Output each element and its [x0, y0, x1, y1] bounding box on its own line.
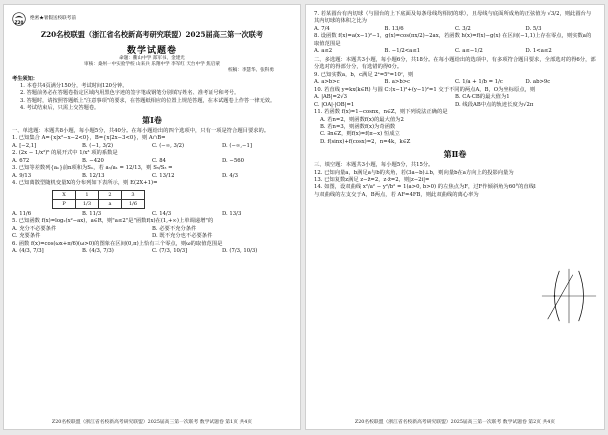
- option: A. a>b>c: [314, 79, 340, 86]
- notice-item: 2. 答题前务必在答题卷指定区域内用黑色字迹的签字笔或钢笔分别填写姓名、准考证号和考号。: [20, 90, 240, 97]
- option: B. −1/2<a≤1: [384, 48, 421, 55]
- option: C. (−∞, 3/2): [152, 142, 185, 149]
- question-stem: 8. 设函数 f(x)=a(x−1)²−1，g(x)=cos(πx/2)−2ax，若函数 h(x)=f(x)−g(x) 在区间(−1,1)上存在零点，则实数a的取值范围是: [314, 33, 592, 47]
- option: C. 1/a + 1/b = 1/c: [455, 79, 503, 86]
- option: D. (7/3, 10/3): [222, 248, 258, 255]
- author-line: 校稿：李慧华、张科勇: [228, 68, 274, 73]
- option: D. ab>9c: [525, 79, 551, 86]
- option: B. (−1, 3/2): [82, 142, 114, 149]
- table-cell: 3: [122, 190, 145, 199]
- question-7: [314, 11, 596, 33]
- option: A. 充分不必要条件: [12, 225, 57, 232]
- option: B. 若n=3，则函数f(x)为奇函数: [320, 124, 396, 131]
- option: A. 若n=2，则函数f(x)的最大值为2: [320, 116, 404, 123]
- option: B. −420: [82, 157, 104, 164]
- question-options: [314, 79, 596, 87]
- option: C. ∃n∈Z，则f(x)=f(π−x) 恒成立: [320, 131, 400, 138]
- option: A. a≤2: [314, 48, 333, 55]
- question-stem: 10. 若直线 y=kx(k∈R) 与圆 C:(x−1)²+(y−1)²=1 交于不同的两点A，B，O为坐标原点，则: [314, 86, 536, 93]
- table-cell: a: [99, 199, 122, 208]
- distribution-table: [52, 190, 145, 209]
- option: C. (7/3, 10/3]: [152, 248, 188, 255]
- question-options: [12, 233, 292, 241]
- question-2: [12, 150, 292, 165]
- question-9: [314, 72, 596, 87]
- hyperbola-figure: [540, 267, 598, 325]
- option: D. 4/3: [222, 172, 238, 179]
- option: C. 84: [152, 157, 166, 164]
- option: B. CA·CB的最大值为1: [455, 94, 510, 101]
- option: C. a≤−1/2: [455, 48, 483, 55]
- option: D. −560: [222, 157, 244, 164]
- option: B. 12/13: [82, 172, 105, 179]
- part-instructions: 一、单选题：本题共8小题，每小题5分，共40分。在每小题给出的四个选项中，只有一项是符合题目要求的。: [12, 128, 270, 135]
- option: A. (4/3, 7/3]: [12, 248, 44, 255]
- question-1: [12, 135, 292, 150]
- notice-title: 考生须知：: [12, 76, 38, 82]
- table-cell: X: [53, 190, 76, 199]
- question-stem: 2. (2x − 1/x²)⁶ 的展开式中 1/x³ 项的系数是: [12, 150, 118, 157]
- fill-questions: [314, 170, 536, 200]
- fill-question: 12. 已知向量a，b满足a与b的夹角，若(3a−b)⊥b，则向量b在a方向上的投影向量为: [314, 169, 514, 176]
- question-stem: 3. 已知等差数列{aₙ}前n项和为Sₙ，若 a₃/a₁ = 12/13，则 S₅/S₃ =: [12, 165, 173, 172]
- option: C. 14/3: [152, 210, 172, 217]
- option: D. 5/3: [525, 25, 542, 32]
- question-stem: 5. 已知函数 f(x)=log₂(x²−ax)，a∈R，则"a≤2"是"函数f(x)在(1,+∞)上单调递增"的: [12, 218, 214, 225]
- option: D. 线段AB中点的轨迹长度为√2π: [455, 101, 534, 108]
- question-4: [12, 180, 292, 218]
- z20-logo-icon: [12, 12, 26, 26]
- question-stem: 6. 函数 f(x)=cos(ωx+π/6)(ω>0)的图象在区间(0,π)上恰有三个零点，则ω的取值范围是: [12, 241, 223, 248]
- option: A. [−2,1]: [12, 142, 37, 149]
- paper-title: 数学试题卷: [126, 46, 177, 56]
- option: A. 11/6: [12, 210, 32, 217]
- option: C. |OA|·|OB|=1: [314, 101, 355, 108]
- question-stem: 9. 已知实数a，b，c满足 2ᵃ=5ᵇ=10ᶜ，则: [314, 71, 414, 78]
- notice-item: 3. 答题时，请按照答题纸上"注意事项"的要求，在答题纸相应的位置上规范答题，在本试题卷上作答一律无效。: [20, 97, 276, 104]
- question-6: [12, 241, 292, 256]
- option: D. 1<a≤2: [525, 48, 552, 55]
- section-title: 第Ⅱ卷: [443, 149, 467, 160]
- option: B. (4/3, 7/3): [82, 248, 114, 255]
- table-cell: 1/3: [76, 199, 99, 208]
- table-cell: 1/6: [122, 199, 145, 208]
- question-options: [314, 94, 596, 102]
- exam-title: Z20名校联盟（浙江省名校新高考研究联盟）2025届高三第一次联考: [40, 30, 264, 39]
- option: B. 13/6: [384, 25, 404, 32]
- page-footer: Z20名校联盟（浙江省名校新高考研究联盟）2025届高三第一次联考 数学试题卷 第2页 共4页: [354, 420, 556, 425]
- question-options: [12, 248, 292, 256]
- question-3: [12, 165, 292, 180]
- question-11: [314, 109, 596, 146]
- author-line: 命题：衢山中学 郑军书、金建光: [119, 56, 185, 61]
- section-title: 第Ⅰ卷: [142, 115, 162, 126]
- option: B. a>b>c: [384, 79, 411, 86]
- option: B. 11/3: [82, 210, 102, 217]
- option: B. 必要不充分条件: [152, 225, 197, 232]
- question-stem: 7. 若某圆台有内切球（与圆台的上下底面及每条母线均相切的球），且母线与底面所成角的正弦值为 √3/2，则此圆台与其内切球的体积之比为: [314, 11, 592, 25]
- page-footer: Z20名校联盟（浙江省名校新高考研究联盟）2025届高三第一次联考 数学试题卷 第1页 共4页: [51, 420, 253, 425]
- part-instructions: 二、多选题：本题共3小题，每小题6分，共18分。在每小题给出的选项中，有多项符合题目要求，全部选对的得6分，部分选对的得部分分，有选错的得0分。: [314, 56, 596, 71]
- question-options: [314, 48, 596, 56]
- header-note: 绝密★暑假送校联考前: [30, 16, 76, 21]
- notice-item: 4. 考试结束后，只需上交答题卷。: [20, 104, 100, 111]
- option: A. |AB|=2√3: [314, 94, 348, 101]
- header-row: [12, 11, 292, 27]
- question-10: [314, 87, 596, 110]
- option: D. 既不充分也不必要条件: [152, 233, 213, 240]
- page-2: [305, 4, 605, 430]
- question-stem: 11. 若函数 f(x)=1−cosnx，n∈Z，则下列说法正确的是: [314, 109, 448, 116]
- table-cell: P: [53, 199, 76, 208]
- question-8: [314, 33, 596, 55]
- fill-question: 13. 已知复数z满足 z−z̄=2，z·z̄=2，则|z−2i|=: [314, 177, 430, 184]
- question-stem: 1. 已知集合 A={x|x²−x−2<0}，B={x|2x−3<0}，则 A∩B=: [12, 135, 166, 142]
- option: A. 7/4: [314, 25, 330, 32]
- table-cell: 1: [76, 190, 99, 199]
- svg-text:Z20: Z20: [14, 19, 24, 25]
- option: D. f(sinx)+f(cosx)=2，n=4k，k∈Z: [320, 138, 411, 145]
- option: C. 13/12: [152, 172, 175, 179]
- question-5: [12, 218, 292, 241]
- fill-question: 14. 如图，设双曲线 x²/a² − y²/b² = 1(a>0, b>0) 的左焦点为F，过F作倾斜角为60°的直线l与双曲线的左支交于A，B两点，若 AF=4FB，则此双曲线的离心率为: [314, 184, 536, 198]
- table-cell: 2: [99, 190, 122, 199]
- notice-item: 1. 本卷共4页满分150分，考试时间120分钟。: [20, 83, 128, 90]
- option: C. 3/2: [455, 25, 471, 32]
- option: A. 9/13: [12, 172, 32, 179]
- part-instructions: 三、填空题：本题共3小题，每小题5分，共15分。: [314, 162, 434, 169]
- page-1: [3, 4, 301, 430]
- option: D. 13/3: [222, 210, 242, 217]
- author-line: 审核：桑州一中实验学校 山来兵 乐翔中学 李军红 天台中学 焦启蒙: [84, 62, 220, 67]
- option: A. 672: [12, 157, 30, 164]
- question-stem: 4. 已知离散型随机变量X的分布列如下表所示，则 E(2X+1)=: [12, 180, 158, 187]
- option: C. 充要条件: [12, 233, 41, 240]
- option: D. (−∞,−1]: [222, 142, 252, 149]
